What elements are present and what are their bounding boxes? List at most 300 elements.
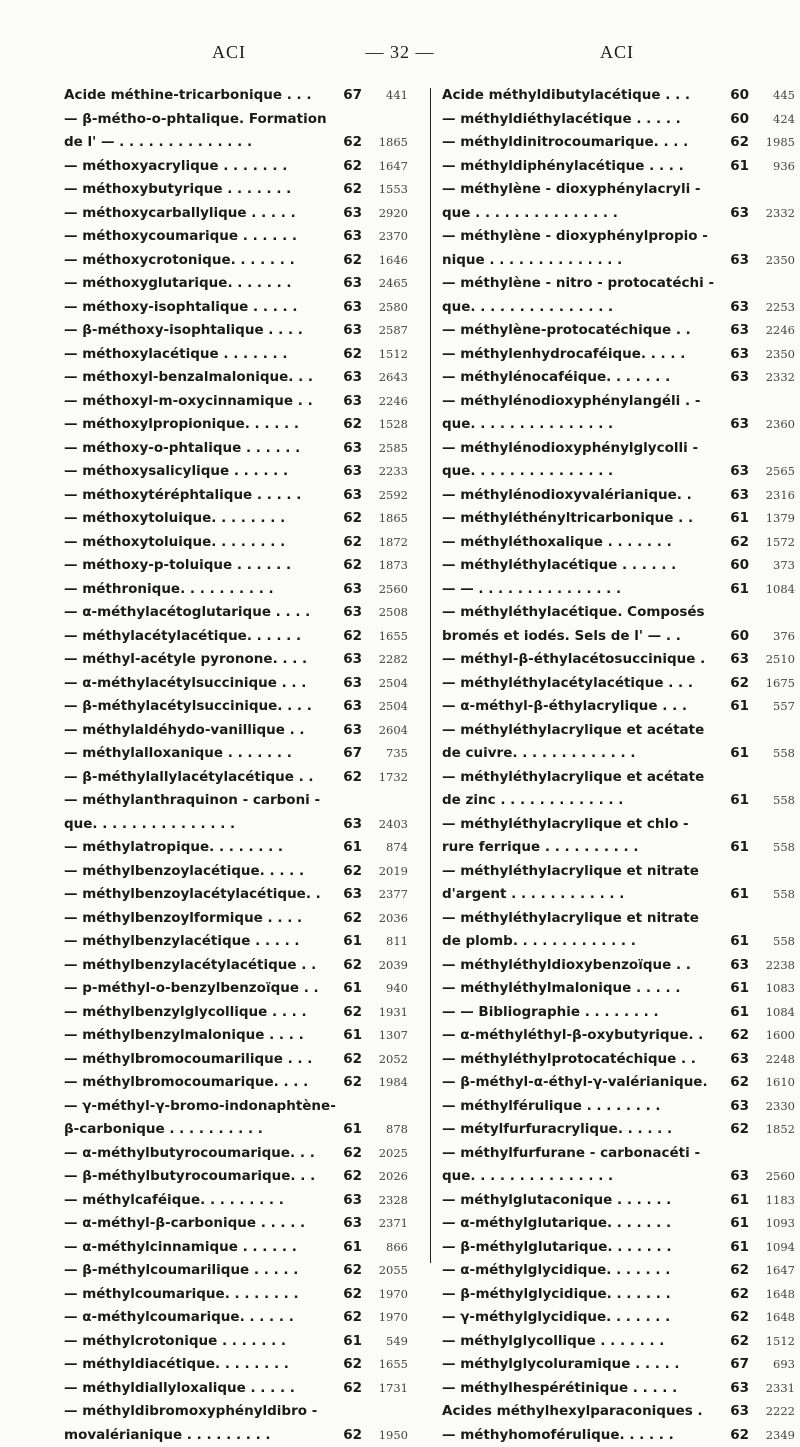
index-entry [442,507,795,531]
page-reference: 2349 [755,1424,795,1447]
index-entry [442,1424,795,1447]
entry-name: — méthyldinitrocoumarique. . . . [442,131,688,155]
index-entry [64,249,408,273]
page-reference: 1647 [755,1259,795,1283]
index-entry [64,507,408,531]
index-entry [442,813,795,837]
page-reference: 424 [755,108,795,132]
index-entry [64,1165,408,1189]
index-entry [442,531,795,555]
page-reference: 558 [755,883,795,907]
index-entry [442,1330,795,1354]
index-entry [442,907,795,931]
volume-number: 63 [730,1095,749,1119]
entry-name: — méthylbenzoylformique . . . . [64,907,302,931]
volume-number: 63 [730,249,749,273]
volume-number: 67 [730,1353,749,1377]
volume-number: 62 [343,625,362,649]
page-reference: 2036 [368,907,408,931]
volume-number: 62 [730,1024,749,1048]
page-reference: 2350 [755,249,795,273]
header-left: ACI [212,42,246,63]
volume-number: 63 [730,366,749,390]
index-entry [442,1024,795,1048]
page-reference: 2238 [755,954,795,978]
volume-number: 61 [730,155,749,179]
volume-number: 62 [343,249,362,273]
index-entry [64,1259,408,1283]
volume-number: 61 [730,578,749,602]
index-entry [442,460,795,484]
volume-number: 62 [343,507,362,531]
right-column [442,84,795,1447]
entry-name: — méthylénodioxyphénylglycolli - [442,437,698,461]
index-entry [442,296,795,320]
entry-name: — méthylaldéhydo-vanillique . . [64,719,305,743]
entry-name: — méthylbenzylacétique . . . . . [64,930,300,954]
volume-number: 63 [343,319,362,343]
index-entry [64,178,408,202]
entry-name: — β-métho-o-phtalique. Formation [64,108,327,132]
entry-name: — méthronique. . . . . . . . . . [64,578,274,602]
entry-name: — méthoxytoluique. . . . . . . . [64,507,285,531]
index-entry [64,977,408,1001]
volume-number: 62 [343,1353,362,1377]
page-reference: 2585 [368,437,408,461]
index-entry [64,1142,408,1166]
index-entry [442,930,795,954]
volume-number: 63 [730,413,749,437]
page-reference: 874 [368,836,408,860]
index-entry [64,1048,408,1072]
index-entry [442,1118,795,1142]
entry-name: — méthylène - dioxyphénylacryli - [442,178,701,202]
entry-name: — α-méthylcinnamique . . . . . . [64,1236,297,1260]
index-entry [64,484,408,508]
entry-name: — méthylglycollique . . . . . . . [442,1330,664,1354]
index-entry [442,695,795,719]
volume-number: 67 [343,84,362,108]
index-entry [64,296,408,320]
page-reference: 2328 [368,1189,408,1213]
entry-name: — méthylène-protocatéchique . . [442,319,691,343]
entry-name: — méthylhespérétinique . . . . . [442,1377,677,1401]
index-entry [442,390,795,414]
page-reference: 2246 [755,319,795,343]
volume-number: 61 [343,1330,362,1354]
entry-name: — méthyléthylacétylacétique . . . [442,672,693,696]
entry-name: — méthylglycoluramique . . . . . [442,1353,680,1377]
index-entry [64,860,408,884]
page-reference: 2370 [368,225,408,249]
entry-name: — méthylférulique . . . . . . . . [442,1095,661,1119]
volume-number: 63 [730,648,749,672]
volume-number: 63 [730,1048,749,1072]
volume-number: 62 [730,1424,749,1447]
page-reference: 376 [755,625,795,649]
volume-number: 61 [730,695,749,719]
entry-name: — méthyléthylacrylique et nitrate [442,860,699,884]
volume-number: 63 [343,672,362,696]
volume-number: 60 [730,554,749,578]
entry-name: — α-méthyléthyl-β-oxybutyrique. . [442,1024,703,1048]
volume-number: 61 [343,836,362,860]
index-entry [64,930,408,954]
page-reference: 1675 [755,672,795,696]
entry-name: que. . . . . . . . . . . . . . . [442,460,613,484]
page-reference: 2604 [368,719,408,743]
entry-name: — méthyléthylacrylique et nitrate [442,907,699,931]
index-entry [64,1024,408,1048]
page-reference: 2565 [755,460,795,484]
index-entry [64,1377,408,1401]
index-entry [64,131,408,155]
index-entry [442,836,795,860]
volume-number: 62 [730,531,749,555]
volume-number: 62 [343,954,362,978]
page-reference: 1512 [755,1330,795,1354]
page-reference: 2350 [755,343,795,367]
page-reference: 1655 [368,1353,408,1377]
entry-name: de cuivre. . . . . . . . . . . . . [442,742,635,766]
page-reference: 2403 [368,813,408,837]
index-entry [64,836,408,860]
volume-number: 63 [343,272,362,296]
index-entry [442,883,795,907]
entry-name: — α-méthylglutarique. . . . . . . [442,1212,671,1236]
page-reference: 1655 [368,625,408,649]
entry-name: Acide méthyldibutylacétique . . . [442,84,690,108]
entry-name: — méthoxyl-m-oxycinnamique . . [64,390,313,414]
entry-name: — β-méthyl-α-éthyl-γ-valérianique. [442,1071,708,1095]
index-entry [442,178,795,202]
index-entry [64,742,408,766]
volume-number: 61 [343,930,362,954]
page-reference: 1553 [368,178,408,202]
page-reference: 1865 [368,131,408,155]
header-right: ACI [600,42,634,63]
volume-number: 61 [343,1236,362,1260]
page-reference: 2052 [368,1048,408,1072]
index-entry [64,578,408,602]
volume-number: 63 [343,578,362,602]
index-entry [64,766,408,790]
entry-name: que . . . . . . . . . . . . . . . [442,202,618,226]
entry-name: — γ-méthylglycidique. . . . . . . [442,1306,670,1330]
index-entry [442,1165,795,1189]
entry-name: — méthoxybutyrique . . . . . . . [64,178,291,202]
volume-number: 62 [730,1118,749,1142]
page-reference: 2253 [755,296,795,320]
page-reference: 558 [755,930,795,954]
volume-number: 63 [730,343,749,367]
volume-number: 61 [730,1212,749,1236]
entry-name: — γ-méthyl-γ-bromo-indonaphtène- [64,1095,336,1119]
volume-number: 62 [343,1048,362,1072]
index-entry [442,954,795,978]
entry-name: — méthylacétylacétique. . . . . . [64,625,301,649]
page-reference: 1647 [368,155,408,179]
index-entry [442,1071,795,1095]
entry-name: — méthylcrotonique . . . . . . . [64,1330,286,1354]
index-entry [64,1118,408,1142]
entry-name: — méthoxycoumarique . . . . . . [64,225,297,249]
index-entry [442,84,795,108]
entry-name: — méthylbenzylglycollique . . . . [64,1001,307,1025]
index-entry [442,1259,795,1283]
index-entry [64,272,408,296]
page-reference: 2282 [368,648,408,672]
volume-number: 61 [730,977,749,1001]
volume-number: 62 [343,1142,362,1166]
volume-number: 63 [343,460,362,484]
volume-number: 63 [343,719,362,743]
entry-name: — α-méthylacétylsuccinique . . . [64,672,306,696]
index-entry [442,625,795,649]
page-reference: 2920 [368,202,408,226]
volume-number: 63 [343,296,362,320]
volume-number: 62 [343,1377,362,1401]
volume-number: 62 [343,178,362,202]
page-reference: 2316 [755,484,795,508]
page-reference: 1931 [368,1001,408,1025]
entry-name: — α-méthylglycidique. . . . . . . [442,1259,670,1283]
page-reference: 1610 [755,1071,795,1095]
entry-name: — β-méthylallylacétylacétique . . [64,766,314,790]
entry-name: — méthylbromocoumarique. . . . [64,1071,308,1095]
entry-name: — α-méthylbutyrocoumarique. . . [64,1142,315,1166]
entry-name: que. . . . . . . . . . . . . . . [442,413,613,437]
volume-number: 62 [343,1165,362,1189]
entry-name: que. . . . . . . . . . . . . . . [442,296,613,320]
entry-name: — méthylène - dioxyphénylpropio - [442,225,708,249]
volume-number: 60 [730,625,749,649]
index-entry [64,319,408,343]
page-reference: 2330 [755,1095,795,1119]
entry-name: — méthoxylacétique . . . . . . . [64,343,287,367]
volume-number: 63 [730,202,749,226]
page-reference: 1600 [755,1024,795,1048]
index-entry [64,1236,408,1260]
index-entry [64,366,408,390]
page-reference: 373 [755,554,795,578]
index-entry [64,108,408,132]
index-entry [442,742,795,766]
volume-number: 62 [343,343,362,367]
index-entry [442,648,795,672]
page-reference: 1084 [755,578,795,602]
index-entry [442,1400,795,1424]
index-entry [64,625,408,649]
volume-number: 63 [730,1400,749,1424]
volume-number: 62 [730,1283,749,1307]
entry-name: β-carbonique . . . . . . . . . . [64,1118,263,1142]
volume-number: 62 [730,1071,749,1095]
volume-number: 63 [343,648,362,672]
index-entry [442,108,795,132]
index-entry [64,1400,408,1424]
index-entry [442,554,795,578]
volume-number: 63 [343,1189,362,1213]
page-reference: 558 [755,742,795,766]
volume-number: 63 [343,813,362,837]
page-reference: 1872 [368,531,408,555]
entry-name: — β-méthylcoumarilique . . . . . [64,1259,298,1283]
entry-name: bromés et iodés. Sels de l' — . . [442,625,681,649]
index-entry [64,225,408,249]
page-reference: 811 [368,930,408,954]
volume-number: 62 [343,1283,362,1307]
page-reference: 1183 [755,1189,795,1213]
volume-number: 61 [343,977,362,1001]
volume-number: 63 [730,1165,749,1189]
page-reference: 2055 [368,1259,408,1283]
index-entry [64,1189,408,1213]
page-reference: 1646 [368,249,408,273]
volume-number: 61 [730,1189,749,1213]
volume-number: 62 [343,131,362,155]
entry-name: — méthylcaféique. . . . . . . . . [64,1189,284,1213]
page-reference: 1084 [755,1001,795,1025]
volume-number: 61 [730,883,749,907]
page-reference: 1732 [368,766,408,790]
index-entry [442,1377,795,1401]
entry-name: — α-méthylacétoglutarique . . . . [64,601,310,625]
page-reference: 2504 [368,695,408,719]
index-entry [64,554,408,578]
volume-number: 62 [343,1001,362,1025]
entry-name: — méthylénodioxyvalérianique. . [442,484,692,508]
page-reference: 2026 [368,1165,408,1189]
index-entry [64,413,408,437]
entry-name: — méthyléthylacétique . . . . . . [442,554,676,578]
volume-number: 62 [730,1259,749,1283]
index-entry [64,343,408,367]
page-reference: 2504 [368,672,408,696]
page-reference: 2560 [755,1165,795,1189]
volume-number: 62 [730,672,749,696]
entry-name: — méthoxy-p-toluique . . . . . . [64,554,291,578]
index-entry [64,1095,408,1119]
page-reference: 878 [368,1118,408,1142]
page-reference: 1648 [755,1306,795,1330]
left-column [64,84,408,1447]
entry-name: — β-méthylglycidique. . . . . . . [442,1283,671,1307]
page-reference: 2465 [368,272,408,296]
index-entry [64,813,408,837]
page-reference: 2332 [755,366,795,390]
index-entry [442,225,795,249]
volume-number: 63 [343,695,362,719]
entry-name: — méthylenhydrocaféique. . . . . [442,343,685,367]
entry-name: nique . . . . . . . . . . . . . . [442,249,622,273]
volume-number: 61 [730,836,749,860]
entry-name: que. . . . . . . . . . . . . . . [442,1165,613,1189]
entry-name: — méthyl-acétyle pyronone. . . . [64,648,307,672]
page-reference: 2587 [368,319,408,343]
volume-number: 63 [343,883,362,907]
entry-name: — méthyldibromoxyphényldibro - [64,1400,317,1424]
volume-number: 63 [343,366,362,390]
index-entry [64,1424,408,1447]
volume-number: 63 [730,1377,749,1401]
page-reference: 1379 [755,507,795,531]
volume-number: 62 [730,131,749,155]
index-entry [442,366,795,390]
page-reference: 1950 [368,1424,408,1447]
volume-number: 63 [343,390,362,414]
page-reference: 557 [755,695,795,719]
entry-name: — méthyhomoférulique. . . . . . [442,1424,674,1447]
entry-name: — méthylanthraquinon - carboni - [64,789,320,813]
entry-name: — méthoxyacrylique . . . . . . . [64,155,287,179]
entry-name: — méthylbromocoumarilique . . . [64,1048,312,1072]
entry-name: — méthyldiéthylacétique . . . . . [442,108,681,132]
index-entry [442,202,795,226]
index-entry [442,272,795,296]
page-reference: 2360 [755,413,795,437]
page-reference: 2592 [368,484,408,508]
index-entry [64,907,408,931]
index-entry [442,1189,795,1213]
entry-name: que. . . . . . . . . . . . . . . [64,813,235,837]
volume-number: 61 [730,742,749,766]
volume-number: 62 [730,1306,749,1330]
entry-name: Acide méthine-tricarbonique . . . [64,84,311,108]
index-entry [442,484,795,508]
index-entry [442,789,795,813]
entry-name: — méthylène - nitro - protocatéchi - [442,272,714,296]
index-entry [64,390,408,414]
entry-name: — α-méthyl-β-carbonique . . . . . [64,1212,305,1236]
index-entry [442,1212,795,1236]
entry-name: — méthyléthoxalique . . . . . . . [442,531,672,555]
volume-number: 62 [343,155,362,179]
volume-number: 62 [343,554,362,578]
entry-name: — méthyléthylacétique. Composés [442,601,705,625]
volume-number: 63 [730,954,749,978]
index-entry [442,1048,795,1072]
volume-number: 62 [343,907,362,931]
entry-name: — méthylalloxanique . . . . . . . [64,742,292,766]
entry-name: — β-méthoxy-isophtalique . . . . [64,319,303,343]
volume-number: 67 [343,742,362,766]
volume-number: 61 [730,507,749,531]
volume-number: 63 [730,296,749,320]
volume-number: 60 [730,108,749,132]
page-reference: 1083 [755,977,795,1001]
index-entry [442,1236,795,1260]
page-reference: 558 [755,789,795,813]
entry-name: — p-méthyl-o-benzylbenzoïque . . [64,977,319,1001]
entry-name: — méthylbenzylmalonique . . . . [64,1024,304,1048]
entry-name: — méthyldiallyloxalique . . . . . [64,1377,295,1401]
entry-name: — méthyléthylprotocatéchique . . [442,1048,696,1072]
entry-name: de zinc . . . . . . . . . . . . . [442,789,623,813]
page-reference: 2222 [755,1400,795,1424]
index-entry [64,1330,408,1354]
index-entry [442,413,795,437]
entry-name: — méthoxy-isophtalique . . . . . [64,296,297,320]
page-reference: 1985 [755,131,795,155]
volume-number: 61 [730,1001,749,1025]
index-entry [442,319,795,343]
entry-name: — β-méthylbutyrocoumarique. . . [64,1165,315,1189]
page-reference: 2233 [368,460,408,484]
volume-number: 63 [343,484,362,508]
page-reference: 2510 [755,648,795,672]
entry-name: — méthoxycrotonique. . . . . . . [64,249,295,273]
